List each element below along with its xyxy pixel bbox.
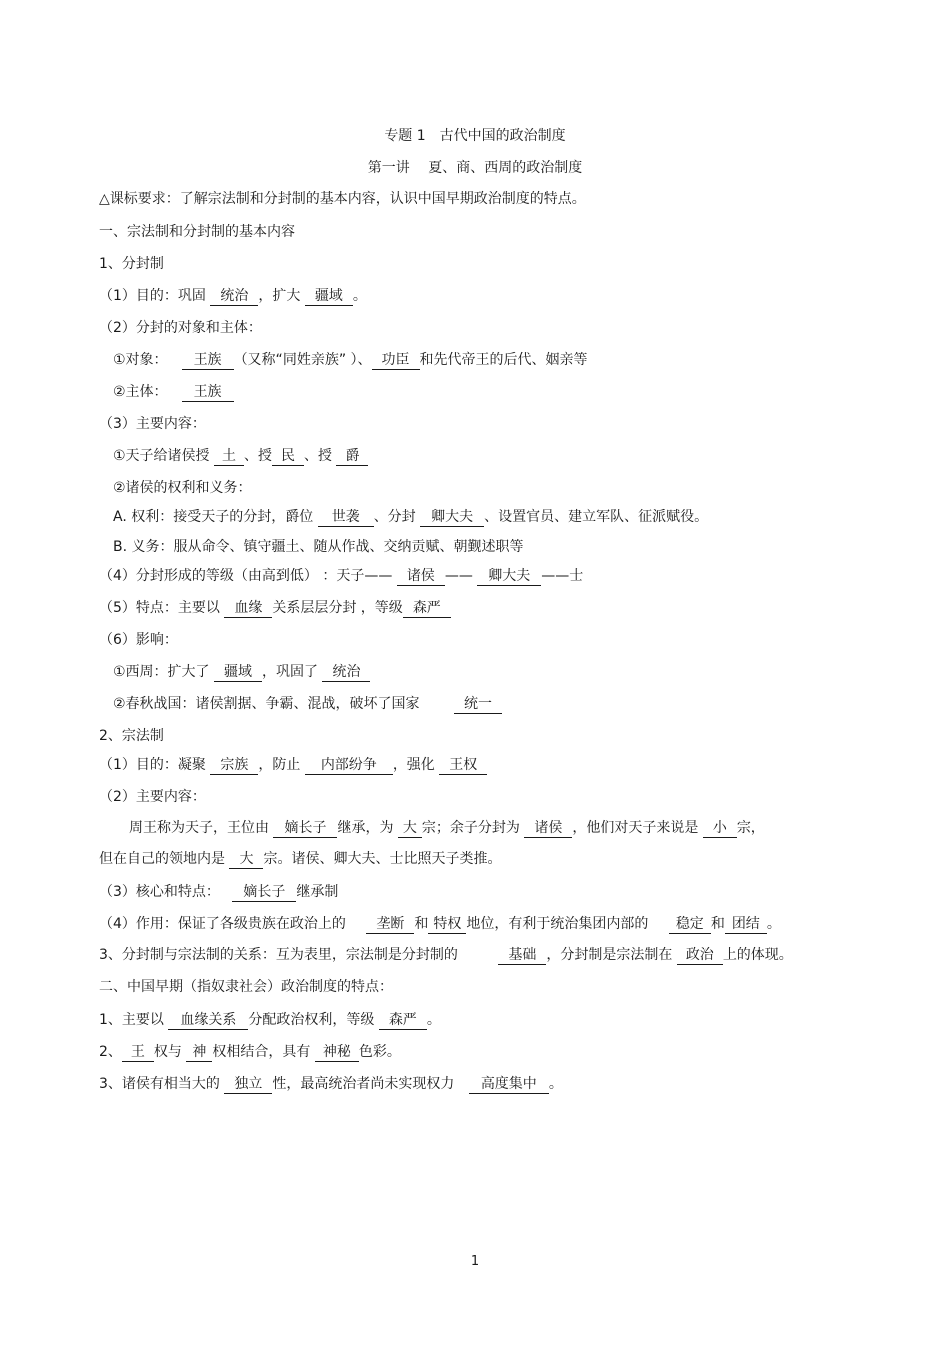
curriculum-requirement: △课标要求：了解宗法制和分封制的基本内容，认识中国早期政治制度的特点。	[99, 191, 586, 207]
section-2-heading: 二、中国早期（指奴隶社会）政治制度的特点：	[99, 979, 393, 995]
blank: 大	[398, 819, 422, 838]
blank: 诸侯	[397, 567, 445, 586]
zongfa-purpose: （1）目的：凝聚 宗族 ，防止 内部纷争 ，强化 王权	[99, 755, 487, 775]
impact-heading: （6）影响：	[99, 632, 178, 648]
fengjian-purpose: （1）目的：巩固 统治 ，扩大 疆域 。	[99, 288, 367, 304]
blank: 森严	[379, 1011, 427, 1030]
zongfa-core: （3）核心和特点： 嫡长子 继承制	[99, 884, 339, 900]
blank: 大	[229, 850, 263, 869]
feature-2: 2、 王 权与 神 权相结合，具有 神秘 色彩。	[99, 1044, 401, 1060]
blank: 卿大夫	[420, 508, 484, 527]
blank: 血缘关系	[168, 1011, 248, 1030]
fengjian-heading: 1、分封制	[99, 256, 164, 272]
relation-line: 3、分封制与宗法制的关系：互为表里，宗法制是分封制的 基础 ，分封制是宗法制在 政治 上的体现。	[99, 947, 793, 963]
blank: 基础	[498, 946, 546, 965]
blank: 嫡长子	[273, 819, 337, 838]
blank: 土	[214, 447, 244, 466]
blank: 王族	[182, 383, 234, 402]
blank: 王	[122, 1043, 154, 1062]
blank: 诸侯	[524, 819, 572, 838]
blank: 血缘	[224, 599, 272, 618]
ranks-line: （4）分封形成的等级（由高到低） ：天子—— 诸侯 —— 卿大夫 ——士	[99, 568, 584, 584]
blank: 爵	[336, 447, 368, 466]
rights-heading: ②诸侯的权利和义务：	[113, 480, 252, 496]
blank: 政治	[677, 946, 723, 965]
zongfa-role: （4）作用：保证了各级贵族在政治上的 垄断 和 特权 地位，有利于统治集团内部的 稳定 和 团结 。	[99, 916, 781, 932]
blank: 世袭	[318, 508, 374, 527]
blank: 小	[703, 819, 737, 838]
page-subtitle: 第一讲 夏、商、西周的政治制度	[367, 160, 583, 176]
blank: 宗族	[210, 756, 258, 775]
content-heading: （3）主要内容：	[99, 416, 206, 432]
blank: 统一	[454, 695, 502, 714]
objects-heading: （2）分封的对象和主体：	[99, 320, 262, 336]
feature-1: 1、主要以 血缘关系 分配政治权利，等级 森严 。	[99, 1012, 441, 1028]
page-title: 专题 1 古代中国的政治制度	[384, 128, 566, 144]
duties-line: B. 义务：服从命令、镇守疆土、随从作战、交纳贡赋、朝觐述职等	[113, 539, 524, 555]
subject-line: ②主体： 王族	[113, 382, 234, 402]
blank: 团结	[725, 915, 767, 934]
features-line: （5）特点：主要以 血缘 关系层层分封 ，等级 森严	[99, 598, 451, 618]
zongfa-content-heading: （2）主要内容：	[99, 789, 206, 805]
blank: 神秘	[315, 1043, 359, 1062]
blank: 民	[272, 447, 304, 466]
blank: 神	[186, 1043, 212, 1062]
blank: 统治	[322, 663, 370, 682]
blank: 功臣	[372, 351, 420, 370]
grant-line: ①天子给诸侯授 土 、授 民 、授 爵	[113, 446, 368, 466]
blank: 卿大夫	[477, 567, 541, 586]
blank: 王族	[182, 351, 234, 370]
feature-3: 3、诸侯有相当大的 独立 性，最高统治者尚未实现权力 高度集中 。	[99, 1076, 563, 1092]
impact-west-line: ①西周：扩大了 疆域 ，巩固了 统治	[113, 662, 370, 682]
objects-line: ①对象： 王族 （又称“同姓亲族” ）、 功臣 和先代帝王的后代、姻亲等	[113, 352, 588, 368]
blank: 独立	[224, 1075, 272, 1094]
blank: 稳定	[669, 915, 711, 934]
blank: 王权	[439, 756, 487, 775]
section-1-heading: 一、宗法制和分封制的基本内容	[99, 224, 295, 240]
rights-line: A. 权利：接受天子的分封，爵位 世袭 、分封 卿大夫 、设置官员、建立军队、征派赋役。	[113, 509, 709, 525]
zongfa-content-1: 周王称为天子，王位由 嫡长子 继承，为 大 宗；余子分封为 诸侯 ，他们对天子来说是 小 宗，	[129, 820, 765, 836]
blank: 内部纷争	[305, 756, 393, 775]
blank: 森严	[403, 599, 451, 618]
zongfa-heading: 2、宗法制	[99, 728, 164, 744]
page-number: 1	[470, 1254, 480, 1269]
blank: 垄断	[366, 915, 414, 934]
blank: 疆域	[214, 663, 262, 682]
impact-spring-line: ②春秋战国：诸侯割据、争霸、混战，破坏了国家 统一	[113, 694, 502, 714]
blank: 高度集中	[469, 1075, 549, 1094]
blank: 统治	[210, 287, 258, 306]
blank: 嫡长子	[232, 883, 296, 902]
zongfa-content-2: 但在自己的领地内是 大 宗。诸侯、卿大夫、士比照天子类推。	[99, 851, 502, 867]
blank: 特权	[428, 915, 466, 934]
blank: 疆域	[305, 287, 353, 306]
